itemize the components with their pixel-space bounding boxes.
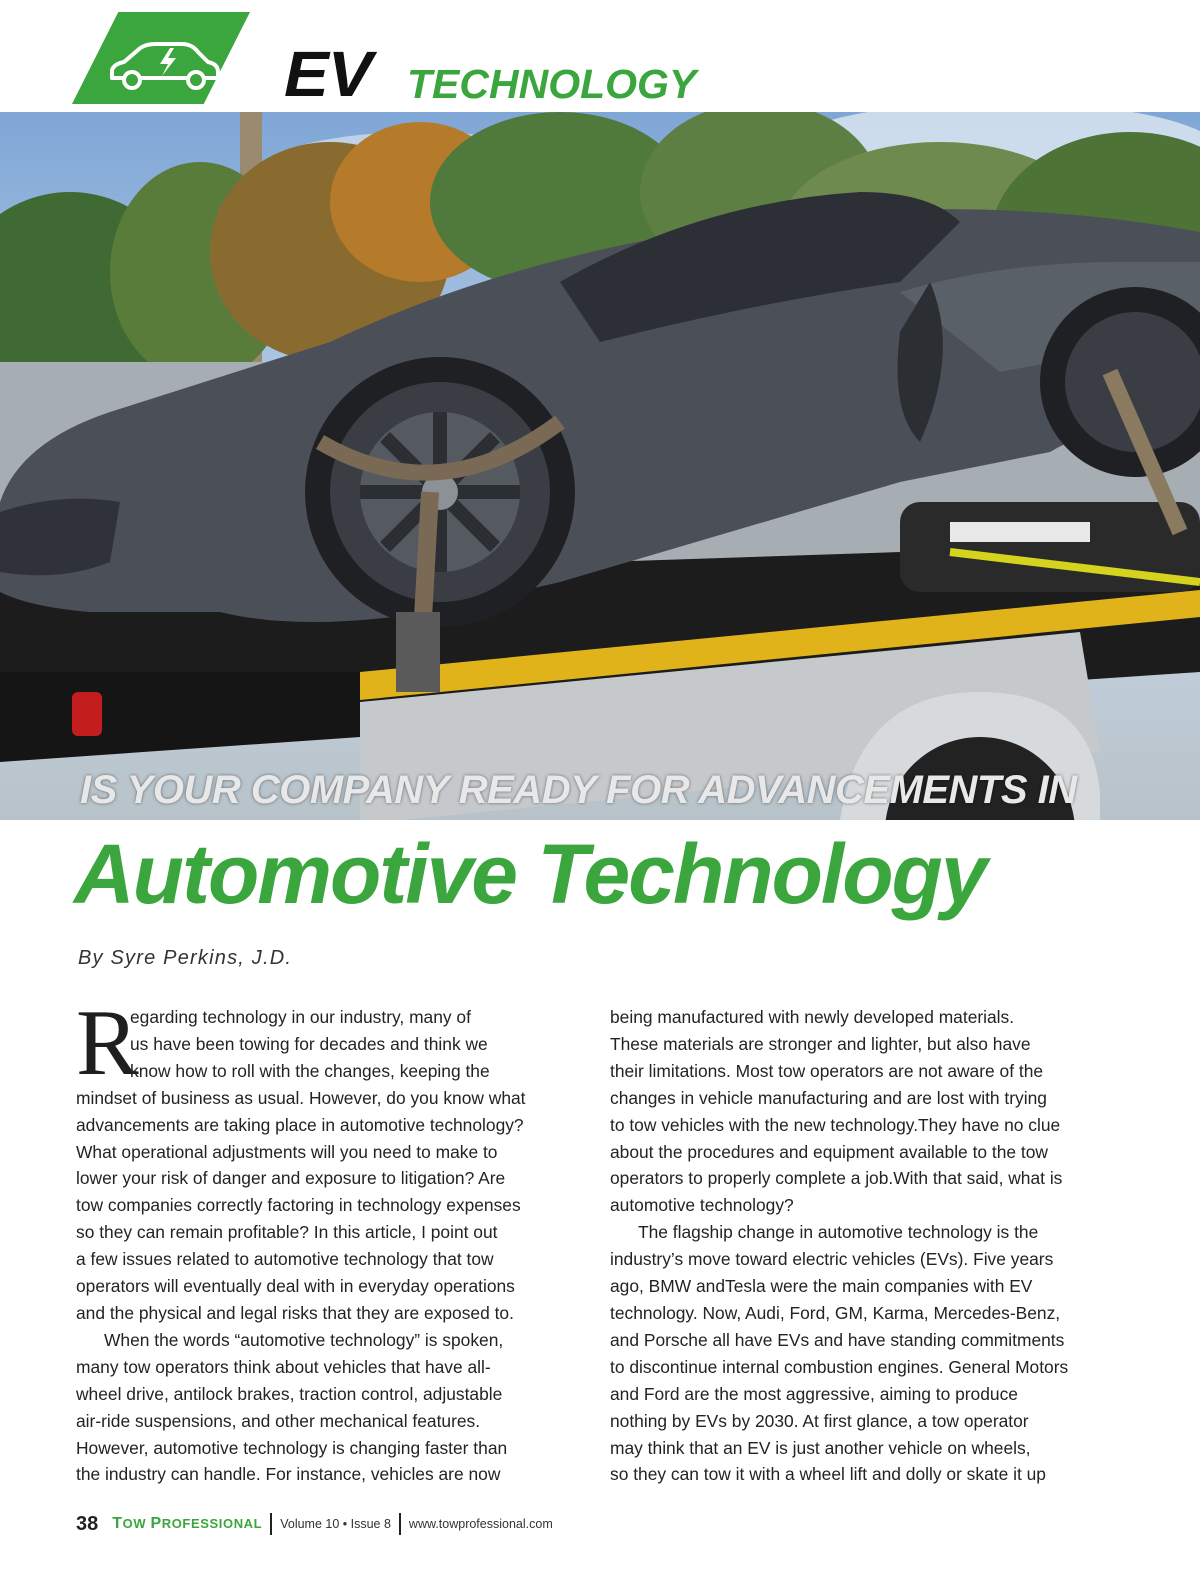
electric-car-icon xyxy=(104,34,224,96)
body-line: However, automotive technology is changing faster than xyxy=(76,1437,508,1458)
article-byline: By Syre Perkins, J.D. xyxy=(78,947,293,969)
body-line: the industry can handle. For instance, vehicles are now xyxy=(76,1464,501,1485)
body-line: wheel drive, antilock brakes, traction control, adjustable xyxy=(76,1383,503,1404)
body-line: operators to properly complete a job.With that said, what is xyxy=(610,1168,1063,1189)
body-line: may think that an EV is just another vehicle on wheels, xyxy=(610,1437,1031,1458)
body-line: know how to roll with the changes, keeping the xyxy=(130,1060,490,1081)
magazine-name-part: ROFESSIONAL xyxy=(161,1516,263,1531)
body-line: and the physical and legal risks that they are exposed to. xyxy=(76,1302,514,1323)
body-line: to discontinue internal combustion engines. General Motors xyxy=(610,1356,1069,1377)
body-line: ago, BMW andTesla were the main companies with EV xyxy=(610,1276,1033,1297)
drop-cap: R xyxy=(76,991,139,1095)
body-line: nothing by EVs by 2030. At first glance, a tow operator xyxy=(610,1410,1029,1431)
magazine-name xyxy=(112,1515,262,1533)
body-line: automotive technology? xyxy=(610,1195,794,1216)
body-line: their limitations. Most tow operators are not aware of the xyxy=(610,1060,1044,1081)
footer-divider xyxy=(270,1513,272,1535)
headline-kicker: IS YOUR COMPANY READY FOR ADVANCEMENTS IN xyxy=(80,768,1077,812)
body-line: When the words “automotive technology” is spoken, xyxy=(104,1329,504,1350)
body-line: changes in vehicle manufacturing and are lost with trying xyxy=(610,1087,1047,1108)
magazine-name-part: OW xyxy=(122,1516,147,1531)
body-line: lower your risk of danger and exposure to litigation? Are xyxy=(76,1168,506,1189)
body-line: so they can remain profitable? In this article, I point out xyxy=(76,1222,498,1243)
section-technology-label: TECHNOLOGY xyxy=(407,61,697,107)
sports-car-tow-illustration xyxy=(0,112,1200,820)
body-line: industry’s move toward electric vehicles (EVs). Five years xyxy=(610,1249,1054,1270)
body-line: being manufactured with newly developed materials. xyxy=(610,1007,1015,1027)
body-line: tow companies correctly factoring in technology expenses xyxy=(76,1195,521,1216)
body-line: What operational adjustments will you need to make to xyxy=(76,1141,498,1162)
right-column xyxy=(610,1004,1110,1488)
magazine-name-initial: P xyxy=(150,1515,162,1532)
body-line: operators will eventually deal with in everyday operations xyxy=(76,1276,515,1297)
body-line: a few issues related to automotive technology that tow xyxy=(76,1249,494,1270)
body-line: technology. Now, Audi, Ford, GM, Karma, Mercedes-Benz, xyxy=(610,1302,1061,1323)
magazine-name-initial: T xyxy=(112,1515,123,1532)
section-banner xyxy=(72,12,697,110)
body-line: about the procedures and equipment available to the tow xyxy=(610,1141,1048,1162)
body-line: egarding technology in our industry, many of xyxy=(130,1007,471,1027)
body-line: The flagship change in automotive technology is the xyxy=(638,1222,1039,1243)
website-link[interactable]: www.towprofessional.com xyxy=(408,1517,553,1531)
body-line: so they can tow it with a wheel lift and dolly or skate it up xyxy=(610,1464,1046,1485)
body-line: These materials are stronger and lighter, but also have xyxy=(610,1033,1031,1054)
article-headline: Automotive Technology xyxy=(74,827,986,921)
page-footer xyxy=(76,1512,553,1536)
body-line: advancements are taking place in automotive technology? xyxy=(76,1114,524,1135)
body-line: mindset of business as usual. However, do you know what xyxy=(76,1087,526,1108)
body-line: to tow vehicles with the new technology.They have no clue xyxy=(610,1114,1061,1135)
page-number: 38 xyxy=(76,1512,99,1535)
section-ev-label: EV xyxy=(284,38,372,110)
issue-info: Volume 10 • Issue 8 xyxy=(280,1517,391,1531)
footer-divider xyxy=(399,1513,401,1535)
hero-photo xyxy=(0,112,1200,820)
body-line: and Porsche all have EVs and have standing commitments xyxy=(610,1329,1065,1350)
body-line: many tow operators think about vehicles that have all- xyxy=(76,1356,491,1377)
body-line: air-ride suspensions, and other mechanical features. xyxy=(76,1410,481,1431)
left-column xyxy=(76,1004,576,1488)
body-line: and Ford are the most aggressive, aiming to produce xyxy=(610,1383,1018,1404)
body-line: us have been towing for decades and think we xyxy=(130,1033,488,1054)
